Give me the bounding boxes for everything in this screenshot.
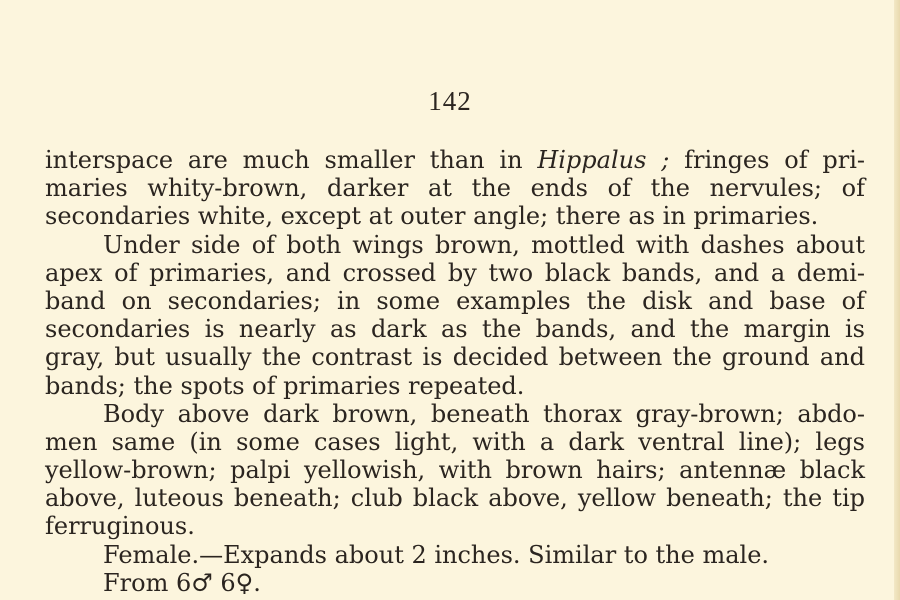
text-line-13: above, luteous beneath; club black above, yellow beneath; the tip xyxy=(45,484,865,513)
genus-name-italic: Hippalus ; xyxy=(537,146,670,174)
text-line-6: band on secondaries; in some examples the disk and base of xyxy=(45,286,865,315)
text-line-4: Under side of both wings brown, mottled with dashes about xyxy=(103,230,865,259)
text-line-1 xyxy=(45,146,865,174)
text-line-14: ferruginous. xyxy=(45,512,195,541)
text-line-1-start: interspace are much smaller than in xyxy=(45,146,538,174)
text-line-12: yellow-brown; palpi yellowish, with brown hairs; antennæ black xyxy=(45,456,865,485)
text-line-7: secondaries is nearly as dark as the bands, and the margin is xyxy=(45,315,865,344)
text-line-2: maries whity-brown, darker at the ends of the nervules; of xyxy=(45,174,865,203)
text-line-9: bands; the spots of primaries repeated. xyxy=(45,371,525,400)
text-line-1-end: fringes of pri- xyxy=(669,146,865,174)
body-text xyxy=(45,146,865,597)
page-number: 142 xyxy=(428,86,472,116)
text-line-3: secondaries white, except at outer angle; there as in primaries. xyxy=(45,202,819,231)
text-line-5: apex of primaries, and crossed by two black bands, and a demi- xyxy=(45,258,865,287)
text-line-16: From 6♂ 6♀. xyxy=(103,568,261,597)
text-line-10: Body above dark brown, beneath thorax gray-brown; abdo- xyxy=(103,399,865,428)
text-line-11: men same (in some cases light, with a dark ventral line); legs xyxy=(45,427,865,456)
text-line-15: Female.—Expands about 2 inches. Similar to the male. xyxy=(103,540,770,569)
text-line-8: gray, but usually the contrast is decided between the ground and xyxy=(45,343,865,372)
